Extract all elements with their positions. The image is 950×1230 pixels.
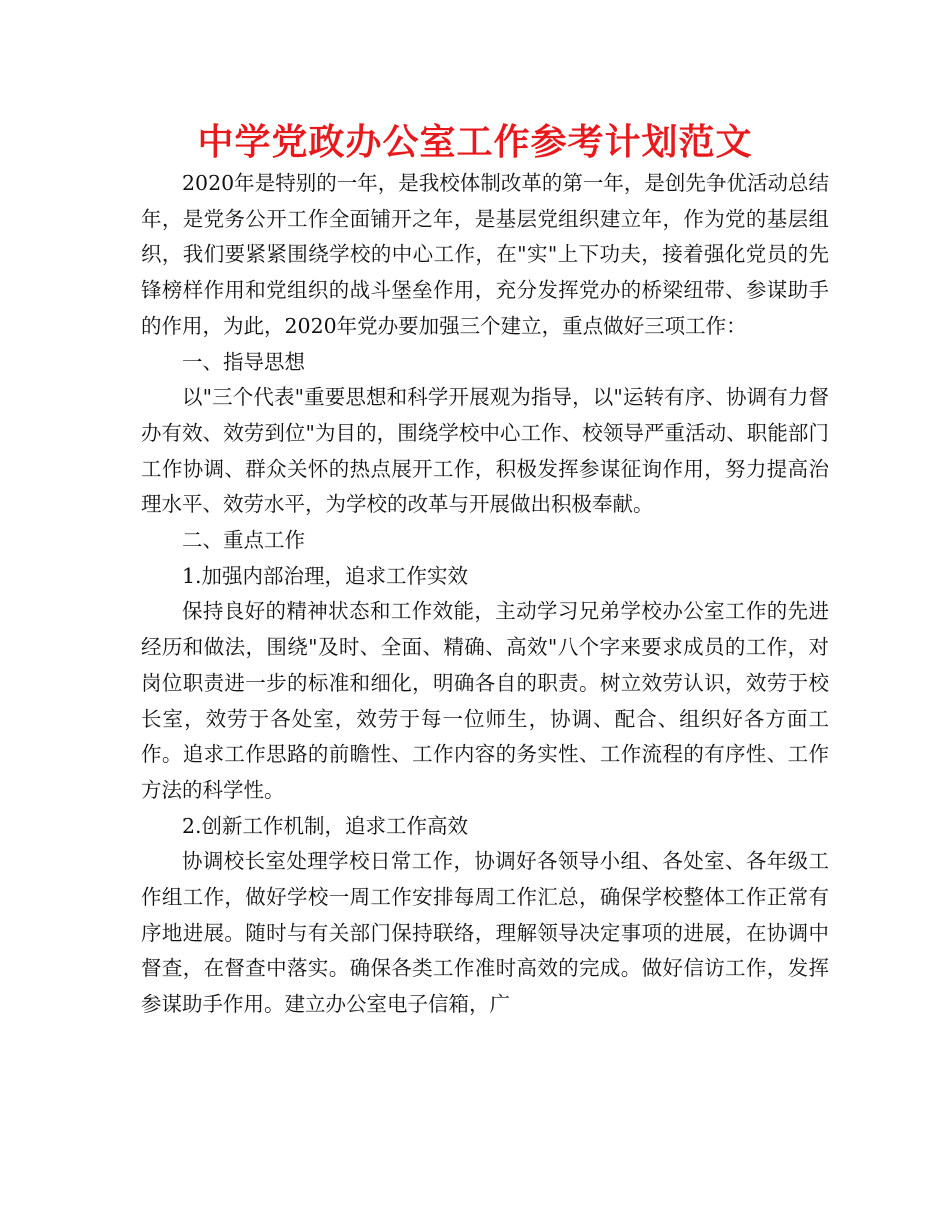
- heading-guiding-ideology: 一、指导思想: [182, 349, 305, 374]
- heading-key-work: 二、重点工作: [182, 528, 305, 553]
- paragraph-work-mechanism: 协调校长室处理学校日常工作，协调好各领导小组、各处室、各年级工作组工作，做好学校一周工作安排每周工作汇总，确保学校整体工作正常有序地进展。随时与有关部门保持联络，理解领导决定事项的进展，在协调中督查，在督查中落实。确保各类工作准时高效的完成。做好信访工作，发挥参谋助手作用。建立办公室电子信箱，广: [141, 849, 829, 1017]
- subheading-work-mechanism: 2.创新工作机制，追求工作高效: [182, 813, 469, 838]
- document-title: 中学党政办公室工作参考计划范文: [197, 122, 753, 163]
- subheading-internal-management: 1.加强内部治理，追求工作实效: [182, 563, 469, 588]
- document-body: [141, 166, 829, 1023]
- paragraph-guiding-ideology: 以"三个代表"重要思想和科学开展观为指导，以"运转有序、协调有力督办有效、效劳到位"为目的，围绕学校中心工作、校领导严重活动、职能部门工作协调、群众关怀的热点展开工作，积极发挥参谋征询作用，努力提高治理水平、效劳水平，为学校的改革与开展做出积极奉献。: [141, 385, 829, 517]
- paragraph-intro: 2020年是特别的一年，是我校体制改革的第一年，是创先争优活动总结年，是党务公开工作全面铺开之年，是基层党组织建立年，作为党的基层组织，我们要紧紧围绕学校的中心工作，在"实"上下功夫，接着强化党员的先锋榜样作用和党组织的战斗堡垒作用，充分发挥党办的桥梁纽带、参谋助手的作用，为此，2020年党办要加强三个建立，重点做好三项工作：: [141, 171, 829, 338]
- paragraph-internal-management: 保持良好的精神状态和工作效能，主动学习兄弟学校办公室工作的先进经历和做法，围绕"及时、全面、精确、高效"八个字来要求成员的工作，对岗位职责进一步的标准和细化，明确各自的职责。树立效劳认识，效劳于校长室，效劳于各处室，效劳于每一位师生，协调、配合、组织好各方面工作。追求工作思路的前瞻性、工作内容的务实性、工作流程的有序性、工作方法的科学性。: [141, 599, 829, 802]
